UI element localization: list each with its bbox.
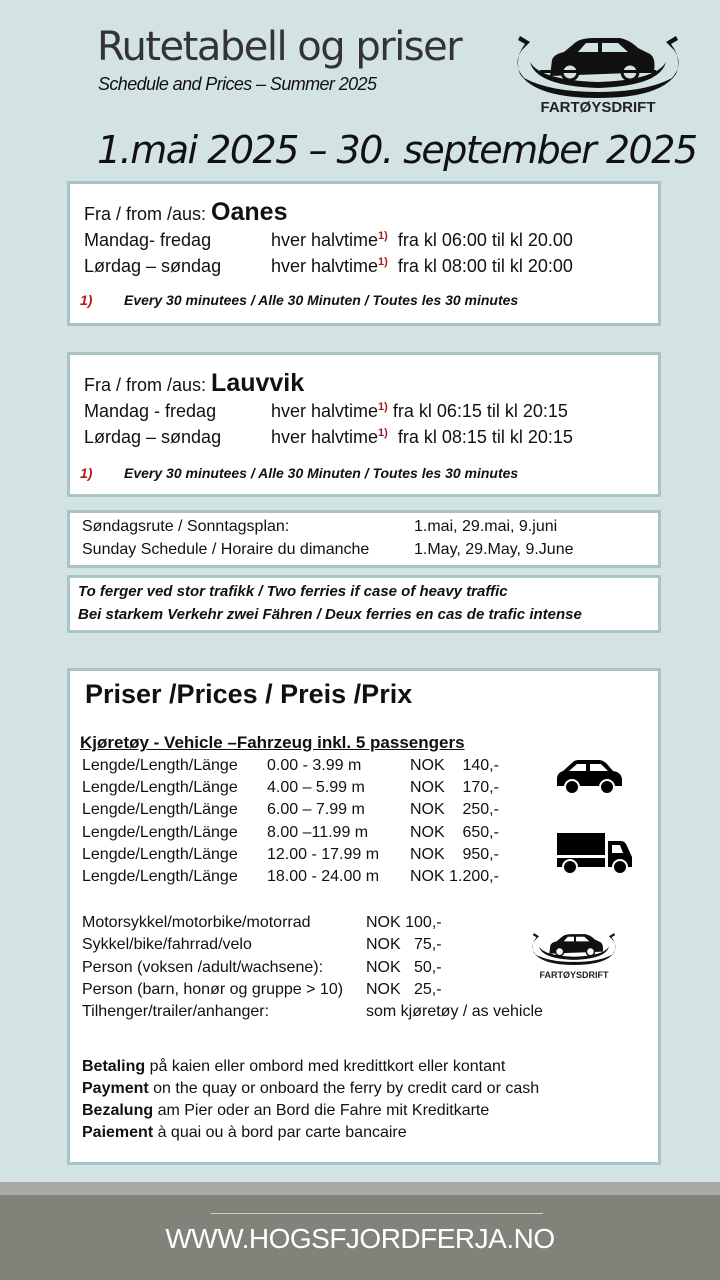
- schedule-row: [84, 401, 568, 422]
- frequency: hver halvtime: [271, 230, 379, 250]
- heavy-traffic-notice: [67, 575, 661, 633]
- location-name: Lauvvik: [211, 369, 305, 397]
- footer-band: [0, 1182, 720, 1195]
- logo-text: FARTØYSDRIFT: [539, 970, 609, 980]
- footnote-ref: 1): [378, 401, 388, 413]
- length-range: 12.00 - 17.99 m: [267, 846, 380, 863]
- times: fra kl 06:00 til kl 20.00: [397, 230, 573, 250]
- length-range: 4.00 – 5.99 m: [267, 779, 365, 796]
- payment-lang: Betaling: [82, 1058, 146, 1075]
- schedule-row: [84, 427, 573, 448]
- schedule-oanes: [67, 181, 661, 326]
- length-label: Lengde/Length/Länge: [82, 846, 238, 863]
- times: fra kl 08:15 til kl 20:15: [397, 427, 573, 447]
- price: NOK 1.200,-: [410, 868, 499, 885]
- payment-lang: Bezalung: [82, 1102, 154, 1119]
- from-label: Fra / from /aus:: [84, 204, 207, 224]
- payment-lang: Payment: [82, 1080, 149, 1097]
- item-label: Person (barn, honør og gruppe > 10): [82, 981, 344, 998]
- times: fra kl 06:15 til kl 20:15: [392, 401, 568, 421]
- payment-text: am Pier oder an Bord die Fahre mit Kreditkarte: [153, 1102, 490, 1119]
- frequency: hver halvtime: [271, 427, 379, 447]
- price-row: [82, 846, 499, 864]
- other-price-row: [82, 1003, 543, 1021]
- price-row: [82, 779, 499, 797]
- days: Lørdag – søndag: [84, 427, 222, 447]
- payment-line: [82, 1058, 505, 1076]
- sunday-row: [82, 541, 573, 559]
- length-label: Lengde/Length/Länge: [82, 757, 238, 774]
- logo-text: FARTØYSDRIFT: [540, 99, 656, 116]
- season-dates: 1.mai 2025 – 30. september 2025: [97, 128, 697, 172]
- price: NOK 950,-: [410, 846, 499, 863]
- fartoysdrift-logo: [510, 28, 686, 116]
- payment-lang: Paiement: [82, 1124, 154, 1141]
- sunday-label: Sunday Schedule / Horaire du dimanche: [82, 541, 370, 558]
- item-label: Sykkel/bike/fahrrad/velo: [82, 936, 252, 953]
- vehicle-heading: Kjøretøy - Vehicle –Fahrzeug inkl. 5 passengers: [80, 733, 465, 752]
- frequency: hver halvtime: [271, 256, 379, 276]
- other-price-row: [82, 959, 442, 977]
- footnote-marker: 1): [80, 465, 93, 481]
- prices-heading: Priser /Prices / Preis /Prix: [85, 679, 413, 709]
- length-range: 0.00 - 3.99 m: [267, 757, 362, 774]
- viking-ship-car-icon: [522, 929, 626, 965]
- price: NOK 140,-: [410, 757, 499, 774]
- length-range: 6.00 – 7.99 m: [267, 801, 365, 818]
- price: NOK 50,-: [366, 959, 442, 976]
- viking-ship-car-icon: [510, 28, 686, 98]
- heavy-traffic-line: Bei starkem Verkehr zwei Fähren / Deux ferries en cas de trafic intense: [78, 606, 582, 623]
- payment-line: [82, 1102, 489, 1120]
- length-label: Lengde/Length/Länge: [82, 801, 238, 818]
- footer-divider: [211, 1213, 543, 1214]
- page-title: Rutetabell og priser: [97, 24, 462, 70]
- footnote-ref: 1): [378, 230, 388, 242]
- footnote-ref: 1): [378, 256, 388, 268]
- days: Mandag- fredag: [84, 230, 212, 250]
- schedule-row: [84, 256, 573, 277]
- payment-text: på kaien eller ombord med kredittkort eller kontant: [145, 1058, 506, 1075]
- page-subtitle: Schedule and Prices – Summer 2025: [98, 74, 377, 94]
- from-label: Fra / from /aus:: [84, 375, 207, 395]
- sunday-dates: 1.mai, 29.mai, 9.juni: [414, 518, 558, 535]
- schedule-row: [84, 230, 573, 251]
- price: NOK 25,-: [366, 981, 442, 998]
- price: NOK 650,-: [410, 824, 499, 841]
- small-fartoysdrift-logo: [522, 929, 626, 980]
- length-label: Lengde/Length/Länge: [82, 868, 238, 885]
- footnote: [80, 292, 518, 308]
- footer: [0, 1195, 720, 1280]
- sunday-dates: 1.May, 29.May, 9.June: [414, 541, 574, 558]
- item-label: Tilhenger/trailer/anhanger:: [82, 1003, 270, 1020]
- footnote-ref: 1): [378, 427, 388, 439]
- length-label: Lengde/Length/Länge: [82, 824, 238, 841]
- payment-text: on the quay or onboard the ferry by credit card or cash: [148, 1080, 540, 1097]
- footnote-text: Every 30 minutees / Alle 30 Minuten / Toutes les 30 minutes: [124, 292, 519, 308]
- price-row: [82, 801, 499, 819]
- location-name: Oanes: [211, 198, 288, 226]
- sunday-label: Søndagsrute / Sonntagsplan:: [82, 518, 290, 535]
- schedule-lauvvik: [67, 352, 661, 497]
- price: NOK 100,-: [366, 914, 442, 931]
- footnote: [80, 465, 518, 481]
- other-price-row: [82, 936, 442, 954]
- price-row: [82, 868, 499, 886]
- other-price-row: [82, 914, 442, 932]
- sunday-schedule: [67, 510, 661, 568]
- price: som kjøretøy / as vehicle: [366, 1003, 543, 1020]
- days: Mandag - fredag: [84, 401, 217, 421]
- footnote-text: Every 30 minutees / Alle 30 Minuten / Toutes les 30 minutes: [124, 465, 519, 481]
- other-price-row: [82, 981, 442, 999]
- prices-section: [67, 668, 661, 1165]
- heavy-traffic-line: To ferger ved stor trafikk / Two ferries if case of heavy traffic: [78, 583, 508, 600]
- price: NOK 250,-: [410, 801, 499, 818]
- length-range: 8.00 –11.99 m: [267, 824, 369, 841]
- truck-icon: [555, 831, 635, 876]
- price-row: [82, 757, 499, 775]
- item-label: Person (voksen /adult/wachsene):: [82, 959, 324, 976]
- frequency: hver halvtime: [271, 401, 379, 421]
- car-icon: [555, 759, 625, 797]
- payment-text: à quai ou à bord par carte bancaire: [153, 1124, 407, 1141]
- times: fra kl 08:00 til kl 20:00: [397, 256, 573, 276]
- days: Lørdag – søndag: [84, 256, 222, 276]
- payment-line: [82, 1080, 539, 1098]
- item-label: Motorsykkel/motorbike/motorrad: [82, 914, 311, 931]
- length-range: 18.00 - 24.00 m: [267, 868, 380, 885]
- footnote-marker: 1): [80, 292, 93, 308]
- price: NOK 75,-: [366, 936, 442, 953]
- payment-line: [82, 1124, 407, 1142]
- price: NOK 170,-: [410, 779, 499, 796]
- sunday-row: [82, 518, 557, 536]
- website-link[interactable]: WWW.HOGSFJORDFERJA.NO: [165, 1223, 555, 1254]
- price-row: [82, 824, 499, 842]
- length-label: Lengde/Length/Länge: [82, 779, 238, 796]
